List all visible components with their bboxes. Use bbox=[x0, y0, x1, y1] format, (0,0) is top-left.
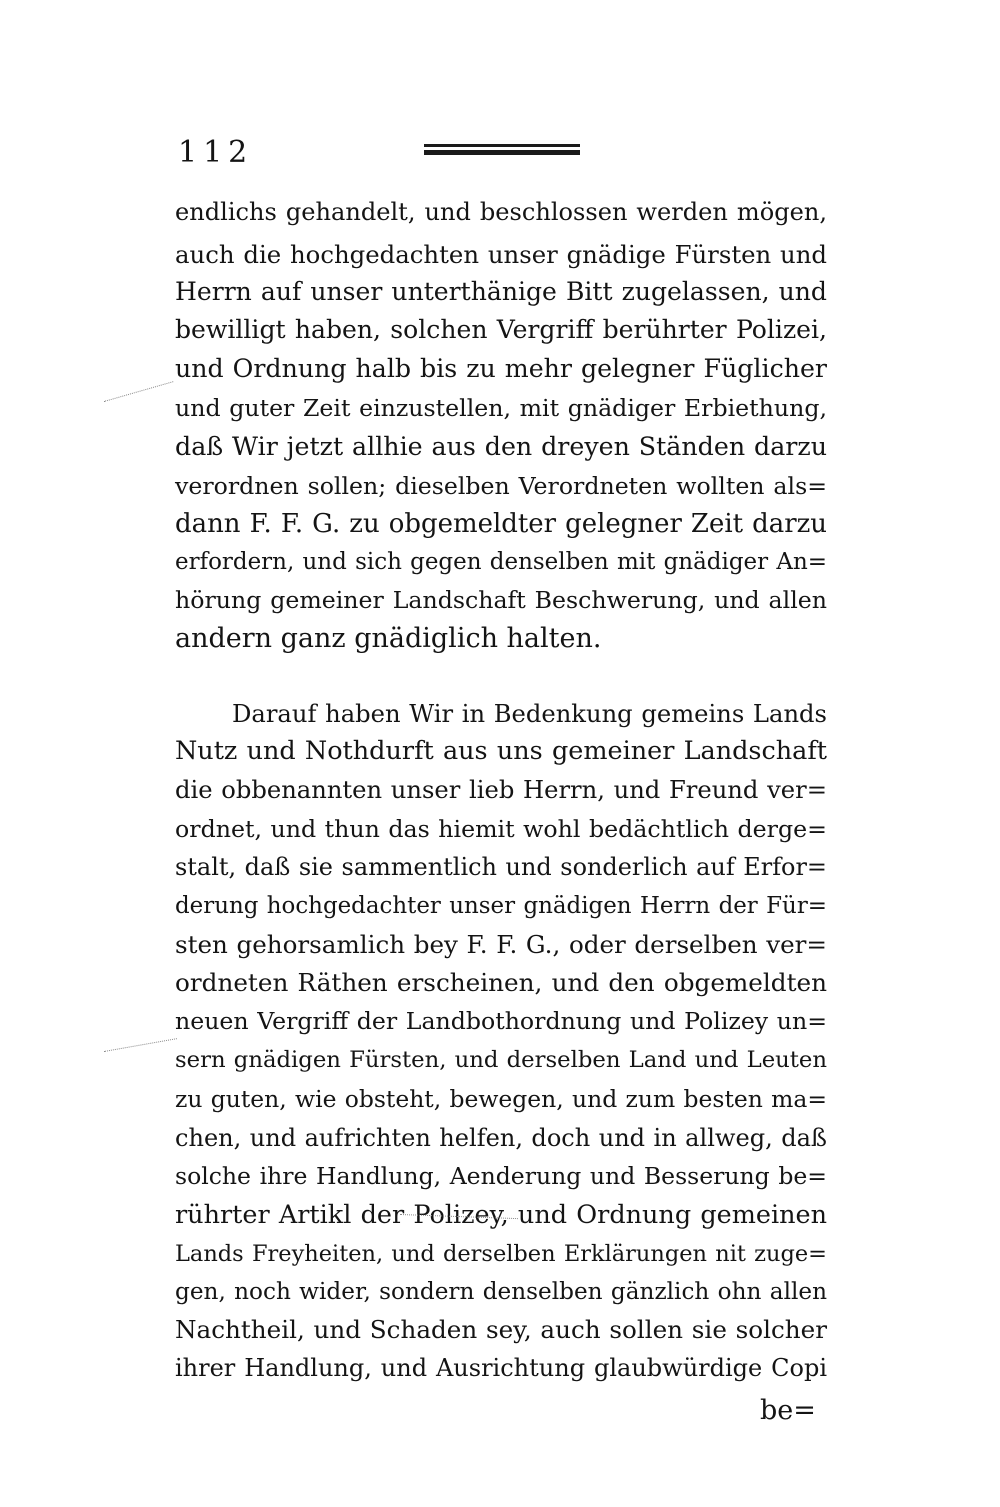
text-line: sern gnädigen Fürsten, und derselben Land und Leuten bbox=[175, 1047, 827, 1073]
text-line: endlichs gehandelt, und beschlossen werden mögen, bbox=[175, 198, 827, 226]
text-line: dann F. F. G. zu obgemeldter gelegner Zeit darzu bbox=[175, 509, 827, 539]
header-rule bbox=[424, 144, 580, 156]
text-line: derung hochgedachter unser gnädigen Herrn der Für= bbox=[175, 893, 827, 919]
text-line: und Ordnung halb bis zu mehr gelegner Füglicher bbox=[175, 354, 827, 383]
catchword: be= bbox=[760, 1395, 816, 1426]
text-line: daß Wir jetzt allhie aus den dreyen Ständen darzu bbox=[175, 432, 827, 461]
text-line: auch die hochgedachten unser gnädige Fürsten und bbox=[175, 240, 827, 269]
text-line: Herrn auf unser unterthänige Bitt zugelassen, und bbox=[175, 277, 827, 306]
header-rule-thin bbox=[424, 144, 580, 147]
text-line: und guter Zeit einzustellen, mit gnädiger Erbiethung, bbox=[175, 394, 827, 422]
page-number: 112 bbox=[178, 135, 254, 170]
text-line: bewilligt haben, solchen Vergriff berührter Polizei, bbox=[175, 315, 827, 344]
text-line: solche ihre Handlung, Aenderung und Besserung be= bbox=[175, 1162, 827, 1190]
text-line: stalt, daß sie sammentlich und sonderlich auf Erfor= bbox=[175, 853, 827, 881]
text-line: zu guten, wie obsteht, bewegen, und zum besten ma= bbox=[175, 1085, 827, 1113]
margin-pencil-mark bbox=[104, 1038, 177, 1052]
text-line: chen, und aufrichten helfen, doch und in allweg, daß bbox=[175, 1124, 827, 1152]
text-line: sten gehorsamlich bey F. F. G., oder derselben ver= bbox=[175, 930, 827, 959]
text-line: Nachtheil, und Schaden sey, auch sollen sie solcher bbox=[175, 1315, 827, 1344]
margin-pencil-mark bbox=[104, 381, 173, 402]
text-line: erfordern, und sich gegen denselben mit gnädiger An= bbox=[175, 549, 827, 575]
text-line: Nutz und Nothdurft aus uns gemeiner Landschaft bbox=[175, 736, 827, 766]
text-line: Lands Freyheiten, und derselben Erklärungen nit zuge= bbox=[175, 1241, 827, 1267]
text-line: andern ganz gnädiglich halten. bbox=[175, 623, 602, 654]
text-line: neuen Vergriff der Landbothordnung und Polizey un= bbox=[175, 1007, 827, 1035]
text-line: ordneten Räthen erscheinen, und den obgemeldten bbox=[175, 968, 827, 997]
text-line: die obbenannten unser lieb Herrn, und Freund ver= bbox=[175, 776, 827, 804]
text-line: rührter Artikl der Polizey, und Ordnung gemeinen bbox=[175, 1200, 827, 1230]
text-line: ihrer Handlung, und Ausrichtung glaubwürdige Copi bbox=[175, 1354, 827, 1382]
text-line: verordnen sollen; dieselben Verordneten wollten als= bbox=[175, 472, 827, 500]
text-line: Darauf haben Wir in Bedenkung gemeins Lands bbox=[232, 700, 827, 728]
header-rule-thick bbox=[424, 150, 580, 155]
text-line: ordnet, und thun das hiemit wohl bedächtlich derge= bbox=[175, 815, 827, 843]
text-line: gen, noch wider, sondern denselben gänzlich ohn allen bbox=[175, 1279, 827, 1305]
text-line: hörung gemeiner Landschaft Beschwerung, und allen bbox=[175, 586, 827, 614]
